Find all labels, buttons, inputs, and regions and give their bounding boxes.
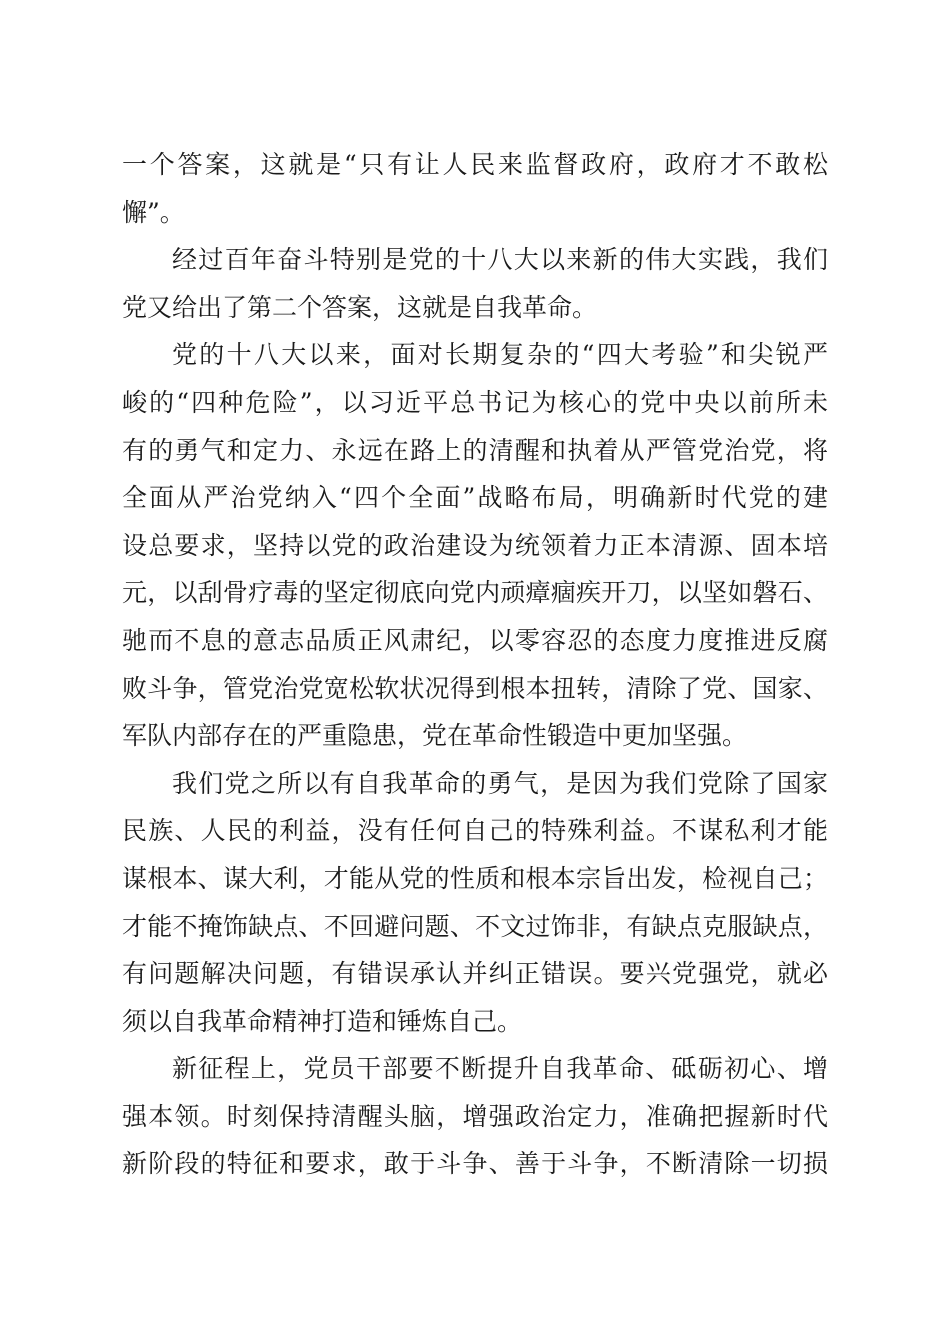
text-line: 谋根本、谋大利，才能从党的性质和根本宗旨出发，检视自己； xyxy=(122,863,828,893)
text-line: 我们党之所以有自我革命的勇气，是因为我们党除了国家 xyxy=(172,768,828,798)
text-line: 峻的“四种危险”，以习近平总书记为核心的党中央以前所未 xyxy=(122,387,828,417)
text-line: 才能不掩饰缺点、不回避问题、不文过饰非，有缺点克服缺点， xyxy=(122,911,828,941)
text-line: 军队内部存在的严重隐患，党在革命性锻造中更加坚强。 xyxy=(122,721,748,751)
text-line: 新阶段的特征和要求，敢于斗争、善于斗争，不断清除一切损 xyxy=(122,1149,828,1179)
text-line: 党又给出了第二个答案，这就是自我革命。 xyxy=(122,292,598,322)
text-line: 一个答案，这就是“只有让人民来监督政府，政府才不敢松 xyxy=(122,150,828,179)
paragraph-5 xyxy=(122,1045,828,1188)
text-line: 败斗争，管党治党宽松软状况得到根本扭转，清除了党、国家、 xyxy=(122,673,828,703)
body-text xyxy=(122,141,828,1188)
text-line: 强本领。时刻保持清醒头脑，增强政治定力，准确把握新时代 xyxy=(122,1101,828,1131)
text-line: 新征程上，党员干部要不断提升自我革命、砥砺初心、增 xyxy=(172,1054,828,1084)
text-line: 有问题解决问题，有错误承认并纠正错误。要兴党强党，就必 xyxy=(122,959,828,989)
paragraph-3 xyxy=(122,331,828,759)
text-line: 驰而不息的意志品质正风肃纪，以零容忍的态度力度推进反腐 xyxy=(122,625,828,655)
paragraph-2 xyxy=(122,236,828,331)
text-line: 经过百年奋斗特别是党的十八大以来新的伟大实践，我们 xyxy=(172,245,828,275)
text-line: 有的勇气和定力、永远在路上的清醒和执着从严管党治党，将 xyxy=(122,435,828,465)
text-line: 民族、人民的利益，没有任何自己的特殊利益。不谋私利才能 xyxy=(122,816,828,846)
paragraph-4 xyxy=(122,760,828,1046)
text-line: 元，以刮骨疗毒的坚定彻底向党内顽瘴痼疾开刀，以坚如磐石、 xyxy=(122,578,828,608)
text-line: 须以自我革命精神打造和锤炼自己。 xyxy=(122,1006,523,1036)
text-line: 全面从严治党纳入“四个全面”战略布局，明确新时代党的建 xyxy=(122,483,828,513)
text-line: 党的十八大以来，面对长期复杂的“四大考验”和尖锐严 xyxy=(172,340,828,370)
text-line: 设总要求，坚持以党的政治建设为统领着力正本清源、固本培 xyxy=(122,530,828,560)
text-line: 懈”。 xyxy=(122,197,185,227)
paragraph-1 xyxy=(122,141,828,236)
